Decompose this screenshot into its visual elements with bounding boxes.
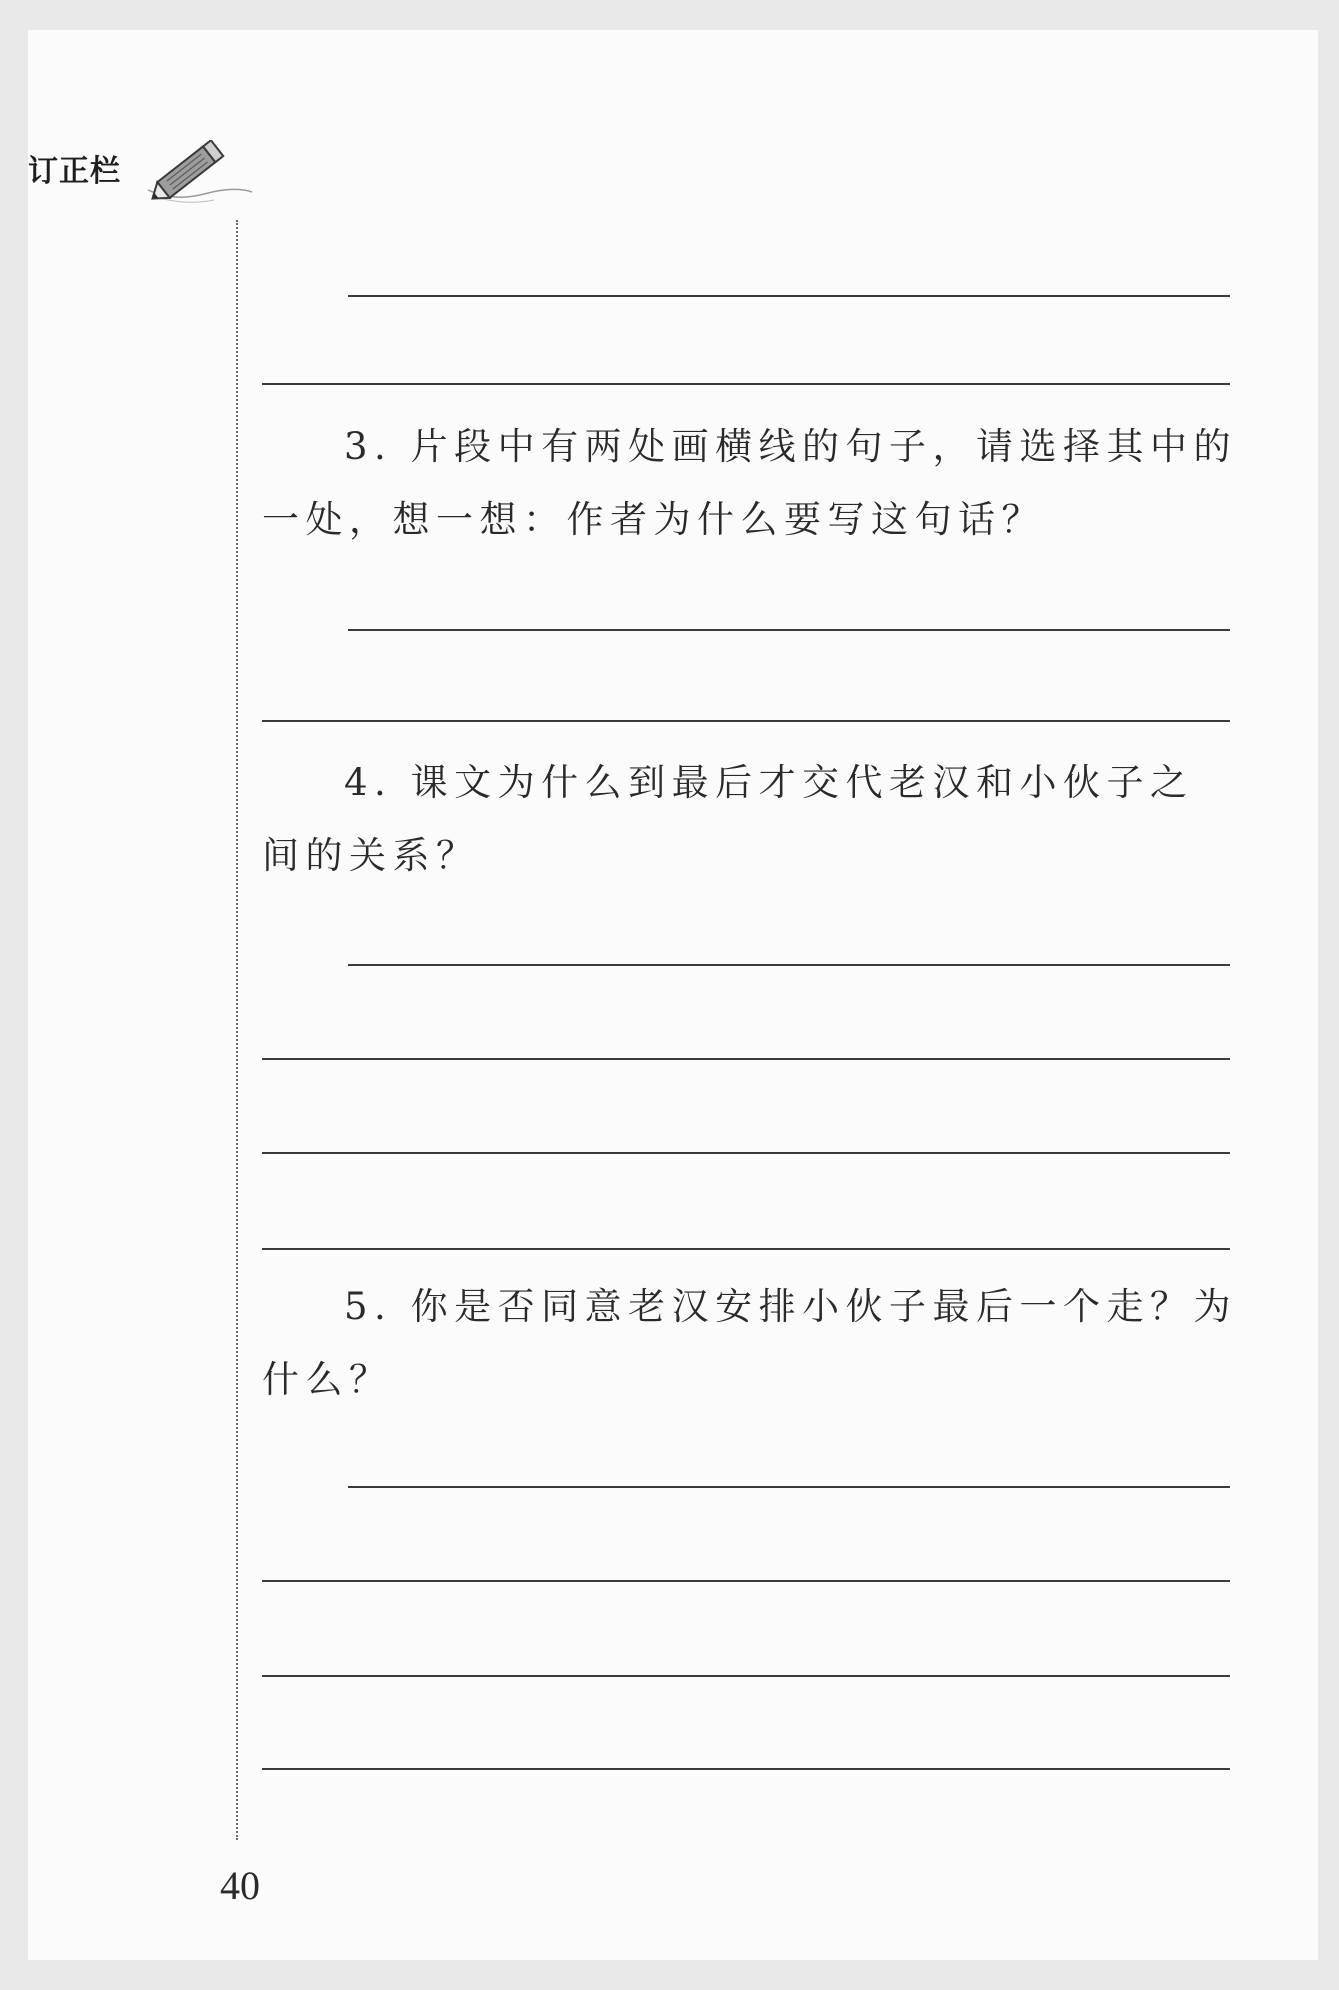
- answer-line[interactable]: [262, 1580, 1230, 1582]
- margin-dotted-divider: [236, 220, 238, 1840]
- question-5: [262, 1270, 1252, 1416]
- answer-line[interactable]: [262, 1152, 1230, 1154]
- answer-line[interactable]: [348, 1486, 1230, 1488]
- answer-line[interactable]: [262, 1248, 1230, 1250]
- answer-line[interactable]: [262, 1675, 1230, 1677]
- question-3-line-2: 一处，想一想：作者为什么要写这句话？: [262, 498, 1045, 541]
- pencil-icon: [144, 140, 254, 210]
- question-4-line-1: 4. 课文为什么到最后才交代老汉和小伙子之: [344, 761, 1194, 804]
- answer-line[interactable]: [262, 1768, 1230, 1770]
- question-5-line-2: 什么？: [262, 1358, 393, 1401]
- question-4: [262, 746, 1252, 892]
- question-3-line-1: 3. 片段中有两处画横线的句子，请选择其中的: [344, 425, 1238, 468]
- page-number: 40: [220, 1863, 260, 1908]
- answer-line[interactable]: [262, 720, 1230, 722]
- answer-line[interactable]: [262, 1058, 1230, 1060]
- answer-line[interactable]: [348, 295, 1230, 297]
- answer-line[interactable]: [348, 629, 1230, 631]
- correction-column-title: 订正栏: [28, 154, 121, 189]
- question-3: [262, 410, 1252, 556]
- question-4-line-2: 间的关系？: [262, 834, 480, 877]
- workbook-page: [28, 30, 1318, 1960]
- correction-column-heading: [28, 140, 258, 210]
- question-5-line-1: 5. 你是否同意老汉安排小伙子最后一个走？为: [344, 1285, 1238, 1328]
- answer-line[interactable]: [262, 383, 1230, 385]
- answer-line[interactable]: [348, 964, 1230, 966]
